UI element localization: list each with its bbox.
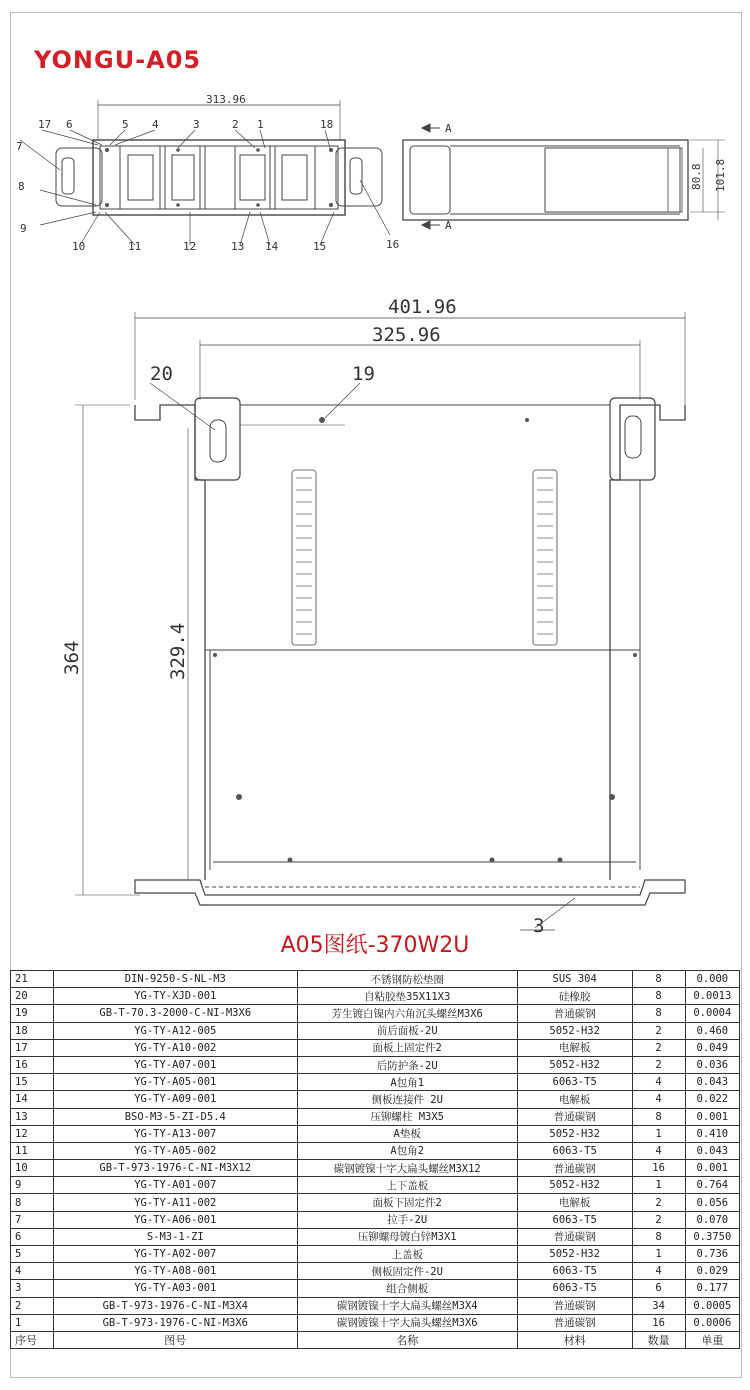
- bom-material-cell: 普通碳钢: [517, 1108, 632, 1125]
- bom-quantity-cell: 2: [632, 1194, 685, 1211]
- bom-unit-weight-cell: 0.177: [685, 1280, 739, 1297]
- bom-material-cell: 普通碳钢: [517, 1314, 632, 1331]
- bom-quantity-cell: 4: [632, 1091, 685, 1108]
- bom-part-name-cell: 侧板固定件-2U: [297, 1263, 517, 1280]
- bom-part-no-cell: YG-TY-A02-007: [54, 1246, 298, 1263]
- callout-12: 12: [183, 240, 197, 253]
- bom-quantity-cell: 8: [632, 1108, 685, 1125]
- bom-unit-weight-cell: 0.0006: [685, 1314, 739, 1331]
- bom-quantity-cell: 4: [632, 1263, 685, 1280]
- drawing-title: YONGU-A05: [34, 46, 202, 74]
- bom-part-name-cell: 碳钢镀镍十字大扁头螺丝M3X12: [297, 1160, 517, 1177]
- callout-16: 16: [386, 238, 400, 251]
- bom-part-no-cell: YG-TY-A08-001: [54, 1263, 298, 1280]
- bom-unit-weight-cell: 0.043: [685, 1142, 739, 1159]
- bom-material-cell: 电解板: [517, 1194, 632, 1211]
- bom-item-no-cell: 15: [11, 1074, 54, 1091]
- callout-4: 4: [152, 118, 159, 131]
- bom-item-no-cell: 18: [11, 1022, 54, 1039]
- bom-unit-weight-cell: 0.056: [685, 1194, 739, 1211]
- bom-part-name-cell: 上盖板: [297, 1246, 517, 1263]
- bom-item-no-cell: 19: [11, 1005, 54, 1022]
- side-label-a2: A: [445, 219, 452, 232]
- bom-material-cell: 6063-T5: [517, 1211, 632, 1228]
- bom-part-name-cell: 面板下固定件2: [297, 1194, 517, 1211]
- bom-item-no-cell: 序号: [11, 1331, 54, 1348]
- bom-material-cell: 5052-H32: [517, 1022, 632, 1039]
- callout-9: 9: [20, 222, 27, 235]
- bom-unit-weight-cell: 0.736: [685, 1246, 739, 1263]
- callout-13: 13: [231, 240, 245, 253]
- bom-quantity-cell: 8: [632, 971, 685, 988]
- table-row: [11, 1074, 740, 1091]
- table-row: [11, 1108, 740, 1125]
- callout-3-main: 3: [533, 915, 545, 937]
- bom-quantity-cell: 34: [632, 1297, 685, 1314]
- bom-part-name-cell: A垫板: [297, 1125, 517, 1142]
- callout-20: 20: [150, 363, 173, 385]
- bom-material-cell: 普通碳钢: [517, 1228, 632, 1245]
- bom-part-no-cell: YG-TY-A11-002: [54, 1194, 298, 1211]
- bom-item-no-cell: 5: [11, 1246, 54, 1263]
- bom-part-name-cell: 压铆螺母镀白锌M3X1: [297, 1228, 517, 1245]
- bom-item-no-cell: 11: [11, 1142, 54, 1159]
- bom-quantity-cell: 1: [632, 1246, 685, 1263]
- bom-part-no-cell: S-M3-1-ZI: [54, 1228, 298, 1245]
- bom-material-cell: 6063-T5: [517, 1074, 632, 1091]
- bom-unit-weight-cell: 单重: [685, 1331, 739, 1348]
- bom-body: [11, 971, 740, 1349]
- table-row: [11, 1039, 740, 1056]
- dim-main-inner: 325.96: [372, 324, 441, 346]
- bom-part-name-cell: 名称: [297, 1331, 517, 1348]
- bom-part-no-cell: 图号: [54, 1331, 298, 1348]
- bom-unit-weight-cell: 0.3750: [685, 1228, 739, 1245]
- callout-7: 7: [16, 140, 23, 153]
- bom-unit-weight-cell: 0.029: [685, 1263, 739, 1280]
- callout-2: 2: [232, 118, 239, 131]
- table-row: [11, 1091, 740, 1108]
- bom-part-name-cell: 碳钢镀镍十字大扁头螺丝M3X6: [297, 1314, 517, 1331]
- bom-unit-weight-cell: 0.001: [685, 1108, 739, 1125]
- bom-unit-weight-cell: 0.460: [685, 1022, 739, 1039]
- bom-quantity-cell: 数量: [632, 1331, 685, 1348]
- bom-item-no-cell: 16: [11, 1056, 54, 1073]
- front-view: [20, 100, 390, 245]
- dim-main-depth: 364: [61, 640, 83, 675]
- bom-item-no-cell: 6: [11, 1228, 54, 1245]
- bom-material-cell: 普通碳钢: [517, 1005, 632, 1022]
- bom-item-no-cell: 12: [11, 1125, 54, 1142]
- table-row: [11, 1005, 740, 1022]
- table-row: [11, 1160, 740, 1177]
- bom-material-cell: 5052-H32: [517, 1177, 632, 1194]
- bom-material-cell: 硅橡胶: [517, 988, 632, 1005]
- table-row: [11, 1056, 740, 1073]
- bom-part-no-cell: YG-TY-A05-002: [54, 1142, 298, 1159]
- bom-material-cell: 6063-T5: [517, 1142, 632, 1159]
- bom-quantity-cell: 2: [632, 1022, 685, 1039]
- dim-main-inner-depth: 329.4: [167, 622, 189, 680]
- dim-main-overall: 401.96: [388, 296, 457, 318]
- callout-3: 3: [193, 118, 200, 131]
- bom-part-no-cell: DIN-9250-S-NL-M3: [54, 971, 298, 988]
- bom-material-cell: 电解板: [517, 1091, 632, 1108]
- bill-of-materials-table: [10, 970, 740, 1349]
- bom-item-no-cell: 7: [11, 1211, 54, 1228]
- callout-1: 1: [257, 118, 264, 131]
- bom-part-no-cell: GB-T-973-1976-C-NI-M3X6: [54, 1314, 298, 1331]
- bom-part-no-cell: BSO-M3-5-ZI-D5.4: [54, 1108, 298, 1125]
- bom-quantity-cell: 1: [632, 1177, 685, 1194]
- bom-quantity-cell: 4: [632, 1074, 685, 1091]
- bom-part-name-cell: 自粘胶垫35X11X3: [297, 988, 517, 1005]
- bom-material-cell: 电解板: [517, 1039, 632, 1056]
- table-row: [11, 1297, 740, 1314]
- bom-part-name-cell: 面板上固定件2: [297, 1039, 517, 1056]
- bom-unit-weight-cell: 0.036: [685, 1056, 739, 1073]
- bom-item-no-cell: 3: [11, 1280, 54, 1297]
- bom-item-no-cell: 10: [11, 1160, 54, 1177]
- dim-side-h1: 80.8: [690, 163, 703, 190]
- bom-part-name-cell: A包角2: [297, 1142, 517, 1159]
- table-row: [11, 1263, 740, 1280]
- bom-part-no-cell: YG-TY-XJD-001: [54, 988, 298, 1005]
- bom-quantity-cell: 2: [632, 1056, 685, 1073]
- bom-part-no-cell: YG-TY-A06-001: [54, 1211, 298, 1228]
- bom-material-cell: 材料: [517, 1331, 632, 1348]
- bom-unit-weight-cell: 0.070: [685, 1211, 739, 1228]
- side-view: [403, 124, 725, 229]
- bom-unit-weight-cell: 0.0004: [685, 1005, 739, 1022]
- bom-part-name-cell: 不锈钢防松垫圈: [297, 971, 517, 988]
- table-row: [11, 988, 740, 1005]
- callout-6: 6: [66, 118, 73, 131]
- bom-item-no-cell: 4: [11, 1263, 54, 1280]
- table-row: [11, 971, 740, 988]
- bom-part-no-cell: YG-TY-A10-002: [54, 1039, 298, 1056]
- bom-item-no-cell: 8: [11, 1194, 54, 1211]
- bom-quantity-cell: 1: [632, 1125, 685, 1142]
- bom-part-name-cell: 压铆螺柱 M3X5: [297, 1108, 517, 1125]
- bom-unit-weight-cell: 0.022: [685, 1091, 739, 1108]
- bom-part-no-cell: YG-TY-A12-005: [54, 1022, 298, 1039]
- bom-material-cell: 5052-H32: [517, 1056, 632, 1073]
- table-row: [11, 1246, 740, 1263]
- bom-part-no-cell: YG-TY-A07-001: [54, 1056, 298, 1073]
- bom-unit-weight-cell: 0.0005: [685, 1297, 739, 1314]
- bom-quantity-cell: 6: [632, 1280, 685, 1297]
- bom-part-no-cell: GB-T-973-1976-C-NI-M3X12: [54, 1160, 298, 1177]
- callout-11: 11: [128, 240, 142, 253]
- callout-8: 8: [18, 180, 25, 193]
- bom-unit-weight-cell: 0.000: [685, 971, 739, 988]
- callout-5: 5: [122, 118, 129, 131]
- bom-material-cell: 6063-T5: [517, 1280, 632, 1297]
- bom-unit-weight-cell: 0.001: [685, 1160, 739, 1177]
- bom-unit-weight-cell: 0.043: [685, 1074, 739, 1091]
- dim-top-width: 313.96: [206, 93, 246, 106]
- bom-part-no-cell: YG-TY-A01-007: [54, 1177, 298, 1194]
- bom-part-name-cell: 前后面板-2U: [297, 1022, 517, 1039]
- bom-item-no-cell: 17: [11, 1039, 54, 1056]
- bom-part-name-cell: 后防护条-2U: [297, 1056, 517, 1073]
- bom-part-name-cell: 碳钢镀镍十字大扁头螺丝M3X4: [297, 1297, 517, 1314]
- bom-material-cell: SUS 304: [517, 971, 632, 988]
- drawing-subtitle: A05图纸-370W2U: [280, 933, 470, 958]
- table-row: [11, 1194, 740, 1211]
- bom-quantity-cell: 16: [632, 1314, 685, 1331]
- bom-unit-weight-cell: 0.049: [685, 1039, 739, 1056]
- callout-19: 19: [352, 363, 375, 385]
- table-row: [11, 1228, 740, 1245]
- bom-item-no-cell: 14: [11, 1091, 54, 1108]
- bom-item-no-cell: 2: [11, 1297, 54, 1314]
- bom-part-no-cell: YG-TY-A03-001: [54, 1280, 298, 1297]
- callout-18: 18: [320, 118, 334, 131]
- bom-part-name-cell: 上下盖板: [297, 1177, 517, 1194]
- callout-17: 17: [38, 118, 52, 131]
- bom-part-name-cell: 侧板连接件 2U: [297, 1091, 517, 1108]
- table-row: [11, 1314, 740, 1331]
- table-row: [11, 1142, 740, 1159]
- bom-unit-weight-cell: 0.410: [685, 1125, 739, 1142]
- table-row: [11, 1211, 740, 1228]
- dim-side-h2: 101.8: [714, 158, 727, 192]
- table-row: [11, 1177, 740, 1194]
- main-view: [75, 312, 685, 930]
- bom-item-no-cell: 1: [11, 1314, 54, 1331]
- bom-material-cell: 普通碳钢: [517, 1297, 632, 1314]
- bom-quantity-cell: 8: [632, 1228, 685, 1245]
- bom-quantity-cell: 8: [632, 988, 685, 1005]
- bom-material-cell: 5052-H32: [517, 1125, 632, 1142]
- bom-part-no-cell: YG-TY-A13-007: [54, 1125, 298, 1142]
- table-row: [11, 1280, 740, 1297]
- callout-10: 10: [72, 240, 86, 253]
- bom-material-cell: 6063-T5: [517, 1263, 632, 1280]
- bom-material-cell: 普通碳钢: [517, 1160, 632, 1177]
- bom-part-name-cell: 组合侧板: [297, 1280, 517, 1297]
- bom-material-cell: 5052-H32: [517, 1246, 632, 1263]
- bom-part-name-cell: 芳生镀白镍内六角沉头螺丝M3X6: [297, 1005, 517, 1022]
- bom-quantity-cell: 8: [632, 1005, 685, 1022]
- bom-unit-weight-cell: 0.0013: [685, 988, 739, 1005]
- bom-quantity-cell: 2: [632, 1039, 685, 1056]
- callout-15: 15: [313, 240, 327, 253]
- bom-quantity-cell: 4: [632, 1142, 685, 1159]
- bom-quantity-cell: 2: [632, 1211, 685, 1228]
- bom-part-no-cell: GB-T-973-1976-C-NI-M3X4: [54, 1297, 298, 1314]
- table-row: [11, 1125, 740, 1142]
- bom-quantity-cell: 16: [632, 1160, 685, 1177]
- table-row: [11, 1022, 740, 1039]
- bom-item-no-cell: 20: [11, 988, 54, 1005]
- bom-unit-weight-cell: 0.764: [685, 1177, 739, 1194]
- bom-item-no-cell: 13: [11, 1108, 54, 1125]
- bom-part-name-cell: 拉手-2U: [297, 1211, 517, 1228]
- bom-item-no-cell: 21: [11, 971, 54, 988]
- bom-part-name-cell: A包角1: [297, 1074, 517, 1091]
- side-label-a1: A: [445, 122, 452, 135]
- bom-part-no-cell: YG-TY-A09-001: [54, 1091, 298, 1108]
- callout-14: 14: [265, 240, 279, 253]
- table-header-row: [11, 1331, 740, 1348]
- bom-part-no-cell: GB-T-70.3-2000-C-NI-M3X6: [54, 1005, 298, 1022]
- bom-part-no-cell: YG-TY-A05-001: [54, 1074, 298, 1091]
- bom-item-no-cell: 9: [11, 1177, 54, 1194]
